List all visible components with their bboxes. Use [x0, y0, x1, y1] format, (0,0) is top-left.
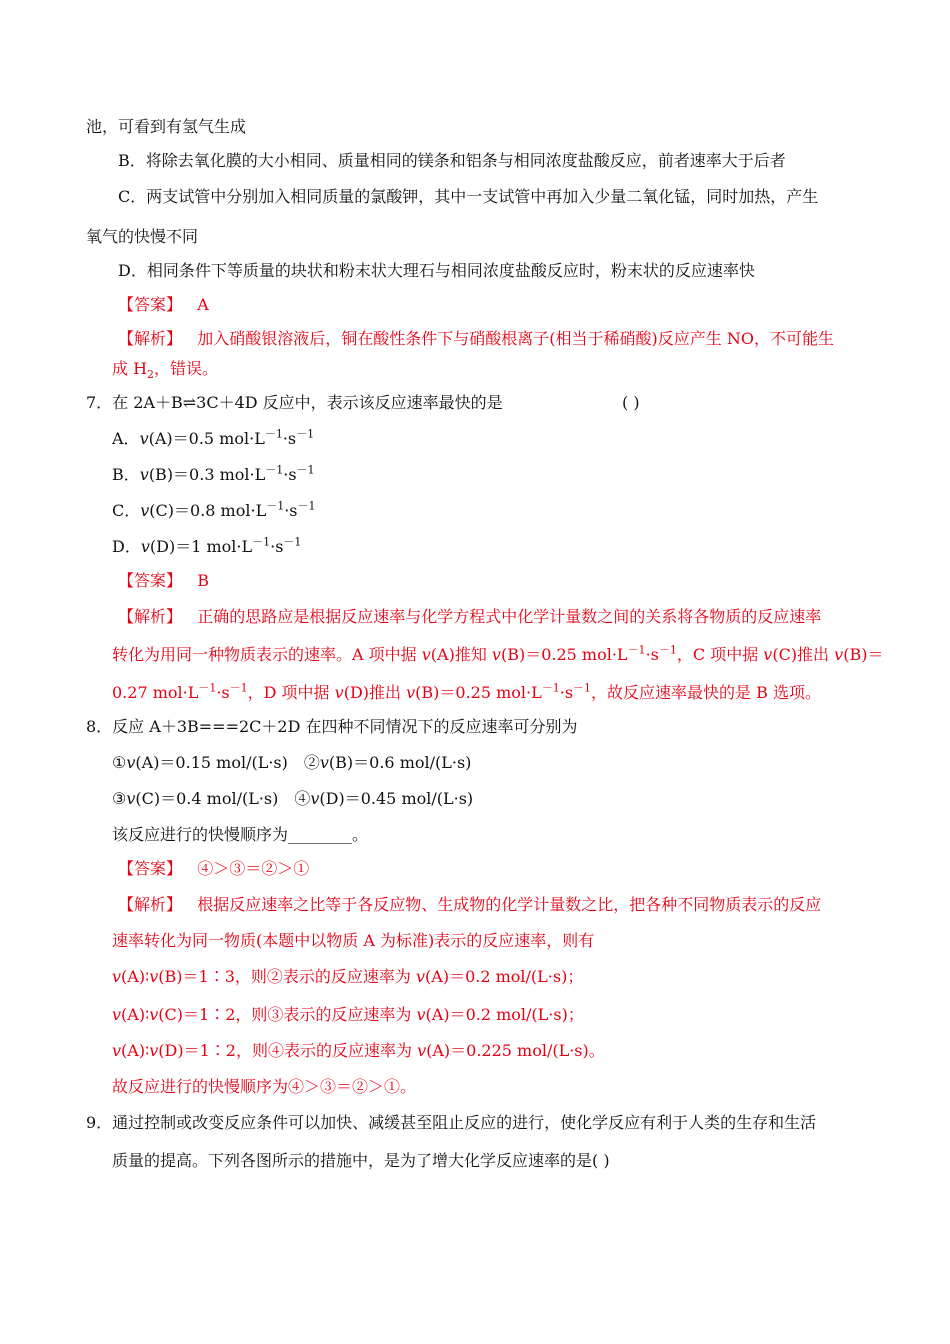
superscript: －1	[265, 463, 284, 477]
q7-option-c	[112, 500, 316, 522]
analysis-text: ，错误。	[154, 359, 219, 378]
analysis-text: (B)＝1∶3，则②表示的反应速率为	[158, 967, 416, 986]
rate-text: ③	[112, 789, 127, 808]
superscript: －1	[573, 681, 592, 695]
option-text: (C)＝0.8 mol·L	[149, 501, 267, 520]
analysis-text: (A)∶	[121, 967, 150, 986]
analysis-text: 成 H	[112, 359, 148, 378]
answer-tag: 【答案】	[118, 571, 183, 590]
rate-symbol: v	[149, 1005, 159, 1024]
rate-text: (C)＝0.4 mol/(L·s) ④	[135, 789, 311, 808]
answer-tag: 【答案】	[118, 295, 183, 314]
analysis-text: (C)推出	[772, 645, 835, 664]
rate-symbol: v	[140, 537, 150, 556]
analysis-text: 转化为用同一种物质表示的速率。A 项中据	[112, 645, 422, 664]
answer-value: ④＞③＝②＞①	[197, 859, 310, 878]
rate-symbol: v	[416, 1005, 426, 1024]
q8-analysis-line1	[118, 894, 821, 916]
q7-analysis-line1	[118, 606, 821, 628]
q8-analysis-line4	[112, 1004, 584, 1026]
rate-symbol: v	[491, 645, 501, 664]
rate-symbol: v	[319, 753, 329, 772]
q7-answer-blank: ( )	[622, 393, 640, 412]
option-text: ·s	[282, 429, 297, 448]
q8-conclusion: 故反应进行的快慢顺序为④＞③＝②＞①。	[112, 1077, 417, 1096]
analysis-text: ·s	[559, 683, 574, 702]
superscript: －1	[283, 535, 302, 549]
rate-symbol: v	[334, 683, 344, 702]
rate-symbol: v	[112, 1005, 122, 1024]
subscript: 2	[147, 368, 155, 382]
q6-option-d: D．相同条件下等质量的块状和粉末状大理石与相同浓度盐酸反应时，粉末状的反应速率快	[118, 261, 755, 280]
analysis-tag: 【解析】	[118, 607, 183, 626]
q8-rates-row2	[112, 788, 473, 810]
option-text: ·s	[270, 537, 284, 556]
analysis-text: ，C 项中据	[676, 645, 764, 664]
analysis-text: (D)推出	[343, 683, 407, 702]
analysis-text: ，故反应速率最快的是 B 选项。	[591, 683, 821, 702]
superscript: －1	[296, 463, 315, 477]
q7-option-d	[112, 536, 301, 558]
rate-symbol: v	[834, 645, 844, 664]
superscript: －1	[297, 499, 316, 513]
q8-analysis-line3	[112, 966, 583, 988]
option-text: ·s	[283, 465, 297, 484]
q6-analysis-line1	[118, 328, 834, 350]
q8-analysis-line5	[112, 1040, 605, 1062]
analysis-text: (A)∶	[121, 1005, 150, 1024]
rate-symbol: v	[140, 501, 150, 520]
superscript: －1	[296, 427, 315, 441]
rate-symbol: v	[139, 429, 149, 448]
rate-symbol: v	[112, 967, 122, 986]
q7-analysis-line2	[112, 644, 883, 666]
q7-option-b	[112, 464, 315, 486]
q8-analysis-line2: 速率转化为同一物质(本题中以物质 A 为标准)表示的反应速率，则有	[112, 931, 595, 950]
superscript: －1	[658, 643, 677, 657]
analysis-text: (A)＝0.2 mol/(L·s)；	[425, 967, 584, 986]
superscript: －1	[264, 427, 283, 441]
option-text: (D)＝1 mol·L	[149, 537, 253, 556]
rate-symbol: v	[112, 1041, 122, 1060]
rate-text: (D)＝0.45 mol/(L·s)	[319, 789, 474, 808]
rate-symbol: v	[763, 645, 773, 664]
analysis-text: (A)∶	[121, 1041, 150, 1060]
analysis-text: (D)＝1∶2，则④表示的反应速率为	[158, 1041, 418, 1060]
analysis-text: 加入硝酸银溶液后，铜在酸性条件下与硝酸根离子(相当于稀硝酸)反应产生 NO，不可能生	[197, 329, 834, 348]
q6-option-b: B．将除去氧化膜的大小相同、质量相同的镁条和铝条与相同浓度盐酸反应，前者速率大于后者	[118, 151, 786, 170]
answer-value: B	[197, 571, 210, 590]
option-text: (A)＝0.5 mol·L	[148, 429, 265, 448]
q8-stem: 8．反应 A＋3B===2C＋2D 在四种不同情况下的反应速率可分别为	[86, 717, 578, 736]
rate-symbol: v	[421, 645, 431, 664]
q8-question: 该反应进行的快慢顺序为________。	[112, 825, 369, 844]
rate-symbol: v	[149, 967, 159, 986]
q7-option-a	[112, 428, 314, 450]
q8-answer	[118, 858, 309, 880]
analysis-tag: 【解析】	[118, 329, 183, 348]
q8-rates-row1	[112, 752, 471, 774]
superscript: －1	[627, 643, 646, 657]
superscript: －1	[266, 499, 285, 513]
superscript: －1	[198, 681, 217, 695]
option-label: B．	[112, 465, 140, 484]
q6-analysis-line2	[112, 358, 218, 380]
option-label: A．	[112, 429, 140, 448]
analysis-text: (B)＝0.25 mol·L	[415, 683, 542, 702]
rate-symbol: v	[416, 967, 426, 986]
superscript: －1	[229, 681, 248, 695]
superscript: －1	[541, 681, 560, 695]
analysis-text: 根据反应速率之比等于各反应物、生成物的化学计量数之比，把各种不同物质表示的反应	[197, 895, 822, 914]
rate-text: ①	[112, 753, 127, 772]
q6-answer	[118, 294, 209, 316]
q6-option-c-line1: C．两支试管中分别加入相同质量的氯酸钾，其中一支试管中再加入少量二氧化锰，同时加热，产生	[118, 187, 819, 206]
option-text: (B)＝0.3 mol·L	[148, 465, 266, 484]
rate-text: (A)＝0.15 mol/(L·s) ②	[135, 753, 320, 772]
rate-symbol: v	[310, 789, 320, 808]
q7-stem: 7．在 2A＋B⇌3C＋4D 反应中，表示该反应速率最快的是	[86, 393, 503, 412]
q9-stem-line1: 9．通过控制或改变反应条件可以加快、减缓甚至阻止反应的进行，使化学反应有利于人类的生存和生活	[86, 1113, 817, 1132]
analysis-text: (A)推知	[430, 645, 492, 664]
rate-symbol: v	[417, 1041, 427, 1060]
analysis-text: 正确的思路应是根据反应速率与化学方程式中化学计量数之间的关系将各物质的反应速率	[197, 607, 822, 626]
option-label: D．	[112, 537, 141, 556]
analysis-text: (C)＝1∶2，则③表示的反应速率为	[158, 1005, 417, 1024]
rate-symbol: v	[126, 753, 136, 772]
analysis-text: ，D 项中据	[247, 683, 335, 702]
rate-symbol: v	[139, 465, 149, 484]
rate-text: (B)＝0.6 mol/(L·s)	[328, 753, 472, 772]
rate-symbol: v	[406, 683, 416, 702]
answer-tag: 【答案】	[118, 859, 183, 878]
option-label: C．	[112, 501, 141, 520]
analysis-text: ·s	[645, 645, 659, 664]
q9-stem-line2: 质量的提高。下列各图所示的措施中，是为了增大化学反应速率的是( )	[112, 1151, 610, 1170]
rate-symbol: v	[149, 1041, 159, 1060]
analysis-text: 0.27 mol·L	[112, 683, 199, 702]
option-text: ·s	[284, 501, 298, 520]
rate-symbol: v	[126, 789, 136, 808]
analysis-text: (B)＝	[843, 645, 884, 664]
q6-option-c-line2: 氧气的快慢不同	[86, 227, 199, 246]
q7-analysis-line3	[112, 682, 821, 704]
analysis-text: (A)＝0.2 mol/(L·s)；	[425, 1005, 584, 1024]
analysis-text: ·s	[216, 683, 230, 702]
analysis-text: (A)＝0.225 mol/(L·s)。	[426, 1041, 605, 1060]
q6-continuation: 池，可看到有氢气生成	[86, 117, 247, 136]
answer-value: A	[197, 295, 209, 314]
analysis-text: (B)＝0.25 mol·L	[500, 645, 628, 664]
superscript: －1	[252, 535, 271, 549]
q7-answer	[118, 570, 209, 592]
analysis-tag: 【解析】	[118, 895, 183, 914]
